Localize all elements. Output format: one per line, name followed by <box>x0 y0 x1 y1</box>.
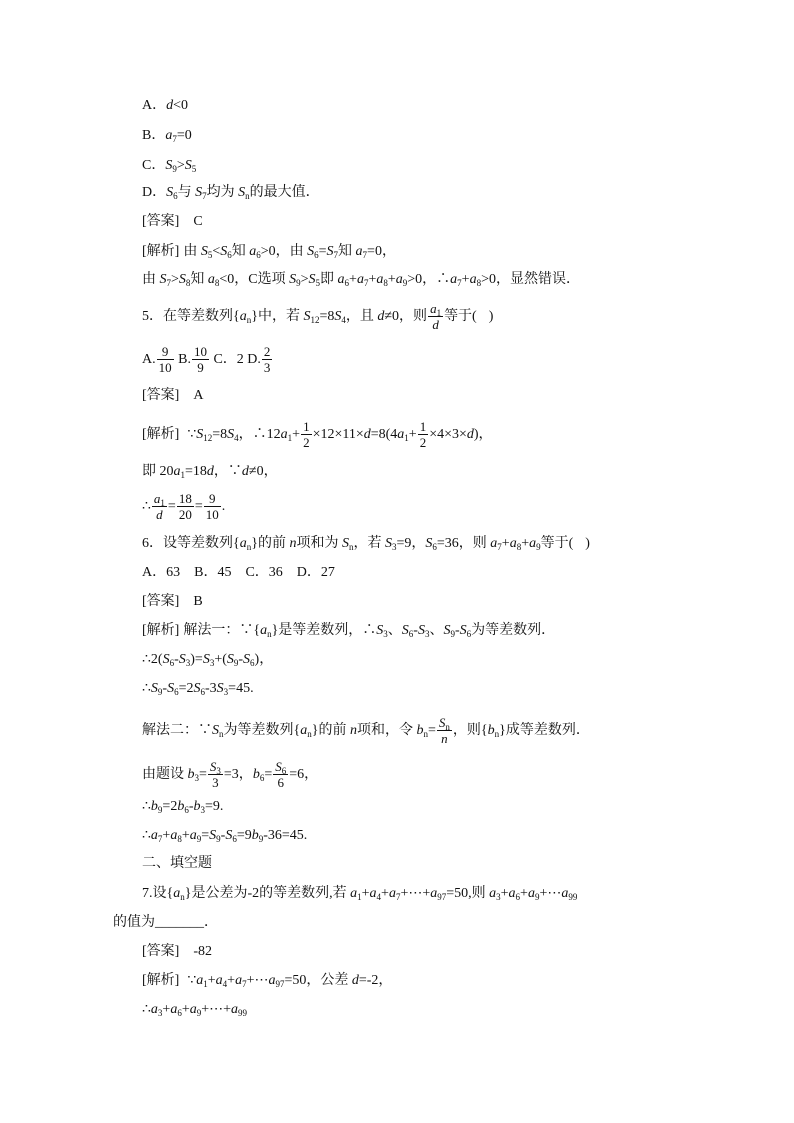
section-heading-fill-blank <box>142 854 212 874</box>
option-a-line: A．d<0 <box>142 98 189 113</box>
analysis-7-line2: $\therefore a_3+a_6+a_9+\cdots+a_{99}$ <box>142 1002 248 1018</box>
answer-4 <box>142 212 203 232</box>
text-l26: 的值为_______． <box>113 915 218 930</box>
answer-7 <box>142 942 212 962</box>
analysis-6-line3: $\therefore S_9-S_6=2S_6-3S_3=45$. <box>142 681 254 697</box>
analysis-6-line5: 由题设 $b_3=$ $\frac{S_3}{3}$ =3，$b_6=$ $\frac{S_6}{6}$ =6， <box>142 759 319 790</box>
option-c-line: C．$S_9>S_5$ <box>142 158 197 174</box>
analysis-5-line2: 即 $20a_1=18d$，∵d≠0， <box>142 464 278 480</box>
analysis-5-line3: ∴ $\frac{a_1}{d}$ = $\frac{18}{20}$ = $\frac{9}{10}$ . <box>142 491 226 522</box>
analysis-7-line1: [解析] $\because a_1+a_4+a_7+\cdots a_{97}=50$，公差 d=-2， <box>142 973 393 989</box>
text-l24: 二、填空题 <box>142 856 212 871</box>
analysis-5-line1: [解析] $\because S_{12}=8S_4$，$\therefore 12a_1+$ $\frac{1}{2}$ $\times 12\times 11\times d=8(4a_1+$ $\frac{1}{2}$ ×4×3×d)， <box>142 419 493 450</box>
option-d-line: D．$S_6$与 $S_7$均为 $S_n$的最大值． <box>142 185 320 201</box>
question-5-options: A. $\frac{9}{10}$ B. $\frac{10}{9}$ C．2 D. $\frac{2}{3}$ <box>142 344 271 375</box>
text-l15: A．63 B．45 C．36 D．27 <box>142 565 335 580</box>
analysis-6-line1: [解析] 解法一：$\because\{a_n\}$是等差数列，$\therefore S_3$、$S_6-S_3$、$S_9-S_6$为等差数列． <box>142 623 556 639</box>
question-5: 5．在等差数列$\{a_n\}$中，若 $S_{12}=8S_4$，且 d≠0，则 $\frac{a_1}{d}$ 等于( ) <box>142 301 494 332</box>
question-6: 6．设等差数列$\{a_n\}$的前 n项和为 $S_n$，若 $S_3=9$，$S_6=36$，则 $a_7+a_8+a_9$等于( ) <box>142 536 590 552</box>
text-l10: [答案] A <box>142 388 204 403</box>
analysis-6-line6: $\therefore b_9=2b_6-b_3=9$. <box>142 799 224 815</box>
question-7-line2 <box>113 913 218 933</box>
analysis-4-line1: [解析] 由 $S_5<S_6$知 $a_6>0$，由 $S_6=S_7$知 $a_7=0$， <box>142 244 396 260</box>
analysis-6-line7: $\therefore a_7+a_8+a_9=S_9-S_6=9b_9-36=45$. <box>142 828 308 844</box>
text-l5: [答案] C <box>142 214 203 229</box>
text-l27: [答案] -82 <box>142 944 212 959</box>
analysis-6-line4: 解法二：$\because S_n$为等差数列$\{a_n\}$的前 n项和，令 $b_n=$ $\frac{S_n}{n}$ ，则$\{b_n\}$成等差数列． <box>142 715 590 746</box>
question-7-line1: 7.设$\{a_n\}$是公差为-2的等差数列,若 $a_1+a_4+a_7+\cdots+a_{97}=50$,则 $a_3+a_6+a_9+\cdots a_{99}$ <box>142 886 578 902</box>
analysis-4-line2: 由 $S_7>S_8$知 $a_8<0$，C选项 $S_9>S_5$即 $a_6+a_7+a_8+a_9>0$，$\therefore a_7+a_8>0$，显然错误． <box>142 272 580 288</box>
text-l16: [答案] B <box>142 594 203 609</box>
analysis-6-line2: $\therefore 2(S_6-S_3)=S_3+(S_9-S_6)$， <box>142 652 274 668</box>
answer-5 <box>142 386 203 406</box>
question-6-options <box>142 563 335 583</box>
answer-6 <box>142 592 203 612</box>
option-b-line: B．$a_7=0$ <box>142 128 192 144</box>
